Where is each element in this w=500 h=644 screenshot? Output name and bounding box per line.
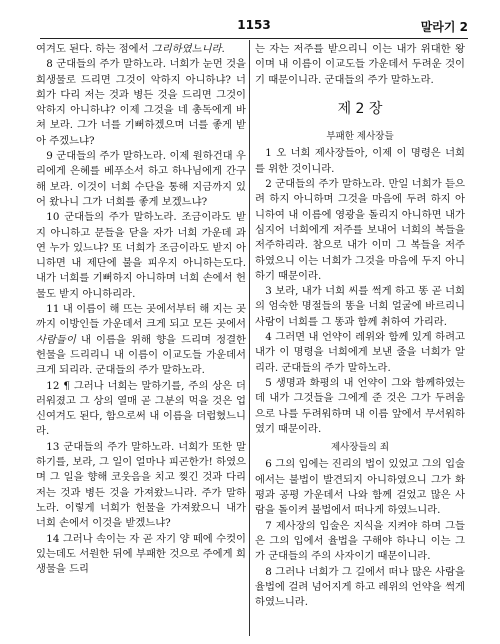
page-number: 1153 xyxy=(237,18,271,32)
verse xyxy=(36,149,246,210)
italic-inserted-word: 그리하였느니라 xyxy=(151,43,222,55)
verse-text: 내 이름을 위해 향을 드리며 정결한 헌물을 드리리니 내 이름이 이교도들 가운데서 크게 되리라. 군대들의 주가 말하노라. xyxy=(36,333,246,377)
verse: 1 오 너희 제사장들아, 이제 이 명령은 너희를 위한 것이니라. xyxy=(255,147,465,175)
section-heading: 부패한 제사장들 xyxy=(326,131,394,143)
verse: 7 제사장의 입술은 지식을 지켜야 하며 그들은 그의 입에서 율법을 구해야 하나니 이는 그가 군대들의 주의 사자이기 때문이니라. xyxy=(255,519,465,563)
verse xyxy=(36,440,246,532)
verse-continuation: 는 자는 저주를 받으리니 이는 내가 위대한 왕이며 내 이름이 이교도들 가운데서 두려운 것이기 때문이니라. 군대들의 주가 말하노라. xyxy=(255,43,465,86)
italic-inserted-word: 사람들이 xyxy=(36,333,76,346)
verse-text: 여겨도 된다. 하는 점에서 xyxy=(36,43,152,55)
page-header xyxy=(40,14,468,39)
section-heading: 제사장들의 죄 xyxy=(330,442,390,454)
verse: 4 그러면 내 언약이 레위와 함께 있게 하려고 내가 이 명령을 너희에게 보낸 줄을 너희가 알리라. 군대들의 주가 말하노라. xyxy=(255,331,465,374)
verse-text: 8 군대들의 주가 말하노라. 너희가 눈먼 것을 희생물로 드리면 그것이 악하지 아니하냐? 너희가 다리 저는 것과 병든 것을 드리면 그것이 악하지 아니하냐? 이제 그것을 네 총독에게 바쳐 보라. 그가 너를 기뻐하겠으며 너를 좋게 받아 주겠느냐? xyxy=(36,58,246,147)
left-column xyxy=(36,42,246,636)
verse: 8 그러나 너희가 그 길에서 떠나 많은 사람을 율법에 걸려 넘어지게 하고 레위의 언약을 썩게 하였느니라. xyxy=(255,565,465,609)
verse-text: 14 그러나 속이는 자 곧 자기 양 떼에 수컷이 있는데도 서원한 뒤에 부패한 것으로 주에게 희생물을 드리 xyxy=(36,532,246,576)
verse-text: 9 군대들의 주가 말하노라. 이제 원하건대 우리에게 은혜를 베푸소서 하고 하나님에게 간구해 보라. 이것이 너희 수단을 통해 지금까지 있어 왔나니 그가 너희를 좋게 보겠느냐? xyxy=(36,150,246,208)
column-divider xyxy=(249,40,250,636)
verse-text: 13 군대들의 주가 말하노라. 너희가 또한 말하기를, 보라, 그 일이 얼마나 피곤한가! 하였으며 그 일을 향해 코웃음을 치고 찢긴 것과 다리 저는 것과 병든 것을 가져왔느니라. 주가 말하노라. 이렇게 너희가 헌물을 가져왔으니 내가 너희 손에서 이것을 받겠느냐? xyxy=(36,440,246,530)
verse xyxy=(36,532,246,578)
chapter-heading: 제 2 장 xyxy=(337,100,383,117)
verse xyxy=(36,57,246,149)
verse xyxy=(36,379,246,440)
verse-text: . xyxy=(221,43,225,55)
verse xyxy=(36,302,246,378)
verse xyxy=(36,210,246,302)
book-chapter-title: 말라기 2 xyxy=(420,20,468,34)
verse xyxy=(36,42,246,57)
verse: 6 그의 입에는 진리의 법이 있었고 그의 입술에서는 불법이 발견되지 아니하였으니 그가 화평과 공평 가운데서 나와 함께 걸었고 많은 사람을 돌이켜 불법에서 떠나게 하였느니라. xyxy=(255,458,465,517)
verse-text: 10 군대들의 주가 말하노라. 조금이라도 받지 아니하고 문들을 닫을 자가 너희 가운데 과연 누가 있느냐? 또 너희가 조금이라도 받지 아니하면 내 제단에 불을 피우지 아니하는도다. 내가 너희를 기뻐하지 아니하며 너희 손에서 헌물도 받지 아니하리라. xyxy=(36,211,246,300)
right-column xyxy=(255,42,465,636)
verse: 3 보라, 내가 너희 씨를 썩게 하고 똥 곧 너희의 엄숙한 명절들의 똥을 너희 얼굴에 바르리니 사람이 너희를 그 똥과 함께 취하여 가리라. xyxy=(255,285,465,328)
verse-text: 11 내 이름이 해 뜨는 곳에서부터 해 지는 곳까지 이방인들 가운데서 크게 되고 모든 곳에서 xyxy=(36,303,246,331)
verse: 2 군대들의 주가 말하노라. 만일 너희가 듣으려 하지 아니하며 그것을 마음에 두려 하지 아니하여 내 이름에 영광을 돌리지 아니하면 내가 심지어 너희에게 저주를 보내어 너희의 복들을 저주하리라. 참으로 내가 이미 그 복들을 저주하였으니 이는 너희가 그것을 마음에 두지 아니하기 때문이라. xyxy=(255,178,465,282)
verse-text: 12 ¶ 그러나 너희는 말하기를, 주의 상은 더러워졌고 그 상의 열매 곧 그분의 먹을 것은 업신여겨도 된다, 함으로써 내 이름을 더럽혔느니라. xyxy=(36,379,246,438)
verse: 5 생명과 화평의 내 언약이 그와 함께하였는데 내가 그것들을 그에게 준 것은 그가 두려움으로 나를 두려워하며 내 이름 앞에서 무서워하였기 때문이라. xyxy=(255,376,465,435)
